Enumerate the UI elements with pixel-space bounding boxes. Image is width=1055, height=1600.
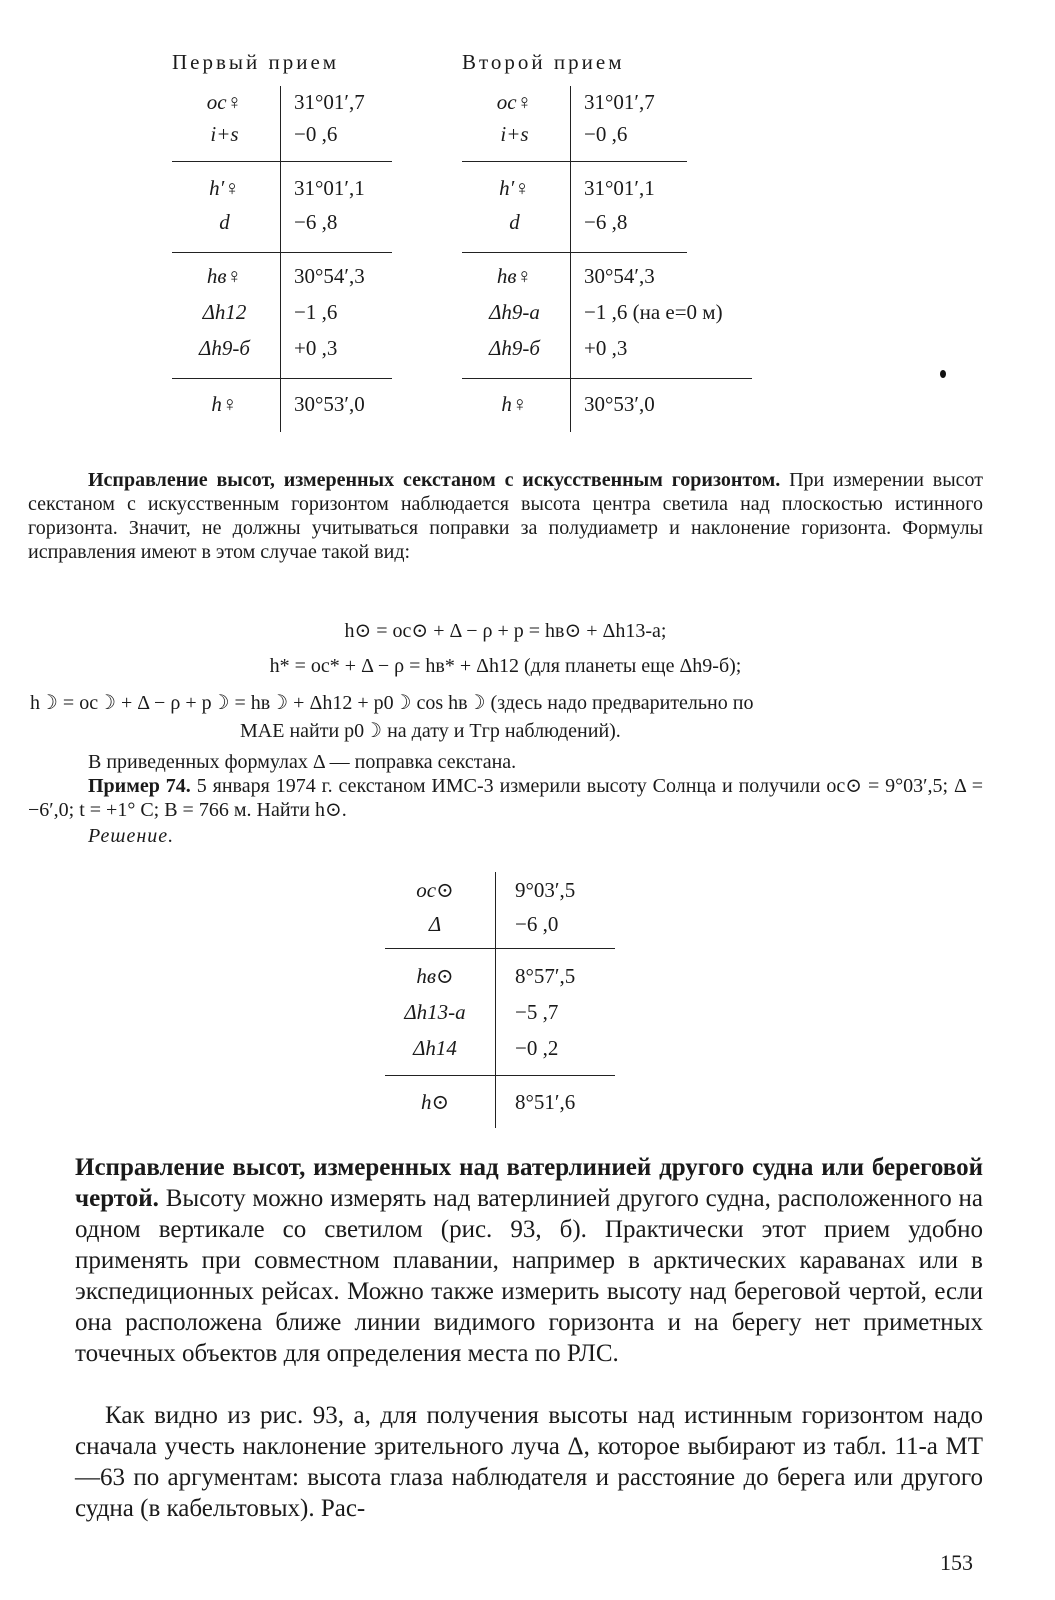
table-row: Δh14 −0 ,2: [413, 1036, 559, 1060]
formula-sun: h⊙ = oc⊙ + Δ − ρ + p = hв⊙ + Δh13-а;: [344, 620, 667, 642]
formula-note: В приведенных формулах Δ — поправка секстана.: [88, 751, 517, 773]
table-row: hв♀ 30°54′,3: [496, 264, 655, 288]
table-row: Δh12 −1 ,6: [202, 300, 338, 324]
section-waterline: [75, 1152, 983, 1369]
table-row: Δh9-б +0 ,3: [199, 336, 338, 360]
first-reception-header: Первый прием: [172, 50, 340, 74]
page-number: 153: [940, 1550, 973, 1575]
scan-speck: [940, 370, 946, 378]
table-row: h′♀ 31°01′,1: [209, 176, 365, 200]
formula-moon: h☽ = oc☽ + Δ − ρ + p☽ = hв☽ + Δh12 + p0☽ cos hв☽ (здесь надо предварительно по: [30, 692, 754, 714]
table-row: h♀ 30°53′,0: [211, 392, 365, 416]
table-row: Δ −6 ,0: [428, 912, 559, 936]
section-dip-correction: Как видно из рис. 93, а, для получения высоты над истинным горизонтом надо сначала учесть наклонение зрительного луча Δ, которое выбирают из табл. 11-а МТ—63 по аргументам: высота глаза наблюдателя и расстояние до берега или другого судна (в кабельтовых). Рас-: [75, 1402, 983, 1522]
table-row: d −6 ,8: [219, 210, 338, 234]
table-row: oc⊙ 9°03′,5: [416, 878, 576, 902]
second-reception-table: [462, 86, 822, 432]
second-reception-header: Второй прием: [462, 50, 625, 74]
solution-label: Решение.: [88, 825, 175, 847]
table-row: oc♀ 31°01′,7: [206, 90, 365, 114]
table-row: i+s −0 ,6: [500, 122, 628, 146]
table-row: d −6 ,8: [509, 210, 628, 234]
table-row: Δh13-а −5 ,7: [404, 1000, 559, 1024]
example-body: 5 января 1974 г. секстаном ИМС-3 измерили высоту Солнца и получили oc⊙ = 9°03′,5; Δ = −6′,0; t = +1° C; B = 766 м. Найти h⊙.: [28, 775, 984, 821]
example-table: [385, 872, 615, 1128]
table-row: h♀ 30°53′,0: [501, 392, 655, 416]
section-body: Высоту можно измерять над ватерлинией другого судна, расположенного на одном вертикале со светилом (рис. 93, б). Практически этот прием удобно применять при совместном плавании, например в арктических караванах или в экспедиционных рейсах. Можно также измерить высоту над береговой чертой, если она расположена ближе линии видимого горизонта и на берегу нет приметных точечных объектов для определения места по РЛС.: [75, 1185, 984, 1367]
section-artificial-horizon: [28, 468, 983, 564]
table-row: Δh9-а −1 ,6 (на e=0 м): [489, 300, 723, 324]
formula-moon-cont: МАЕ найти p0☽ на дату и Tгр наблюдений).: [240, 720, 621, 742]
example-label: Пример 74.: [88, 775, 191, 797]
table-row: i+s −0 ,6: [210, 122, 338, 146]
section-title: Исправление высот, измеренных секстаном с искусственным горизонтом.: [88, 469, 781, 491]
table-row: Δh9-б +0 ,3: [489, 336, 628, 360]
table-row: oc♀ 31°01′,7: [496, 90, 655, 114]
table-row: hв⊙ 8°57′,5: [416, 964, 576, 988]
table-row: hв♀ 30°54′,3: [206, 264, 365, 288]
table-row: h⊙ 8°51′,6: [420, 1090, 576, 1114]
section-title: Исправление высот, измеренных над ватерлинией другого судна или береговой чертой.: [75, 1154, 983, 1212]
first-reception-table: [172, 86, 392, 432]
table-row: h′♀ 31°01′,1: [499, 176, 655, 200]
example-74: [28, 774, 983, 822]
formula-star: h* = oc* + Δ − ρ = hв* + Δh12 (для планеты еще Δh9-б);: [269, 655, 742, 677]
section-body: При измерении высот секстаном с искусственным горизонтом наблюдается высота центра светила над плоскостью истинного горизонта. Значит, не должны учитываться поправки за полудиаметр и наклонение горизонта. Формулы исправления имеют в этом случае такой вид:: [28, 469, 983, 563]
